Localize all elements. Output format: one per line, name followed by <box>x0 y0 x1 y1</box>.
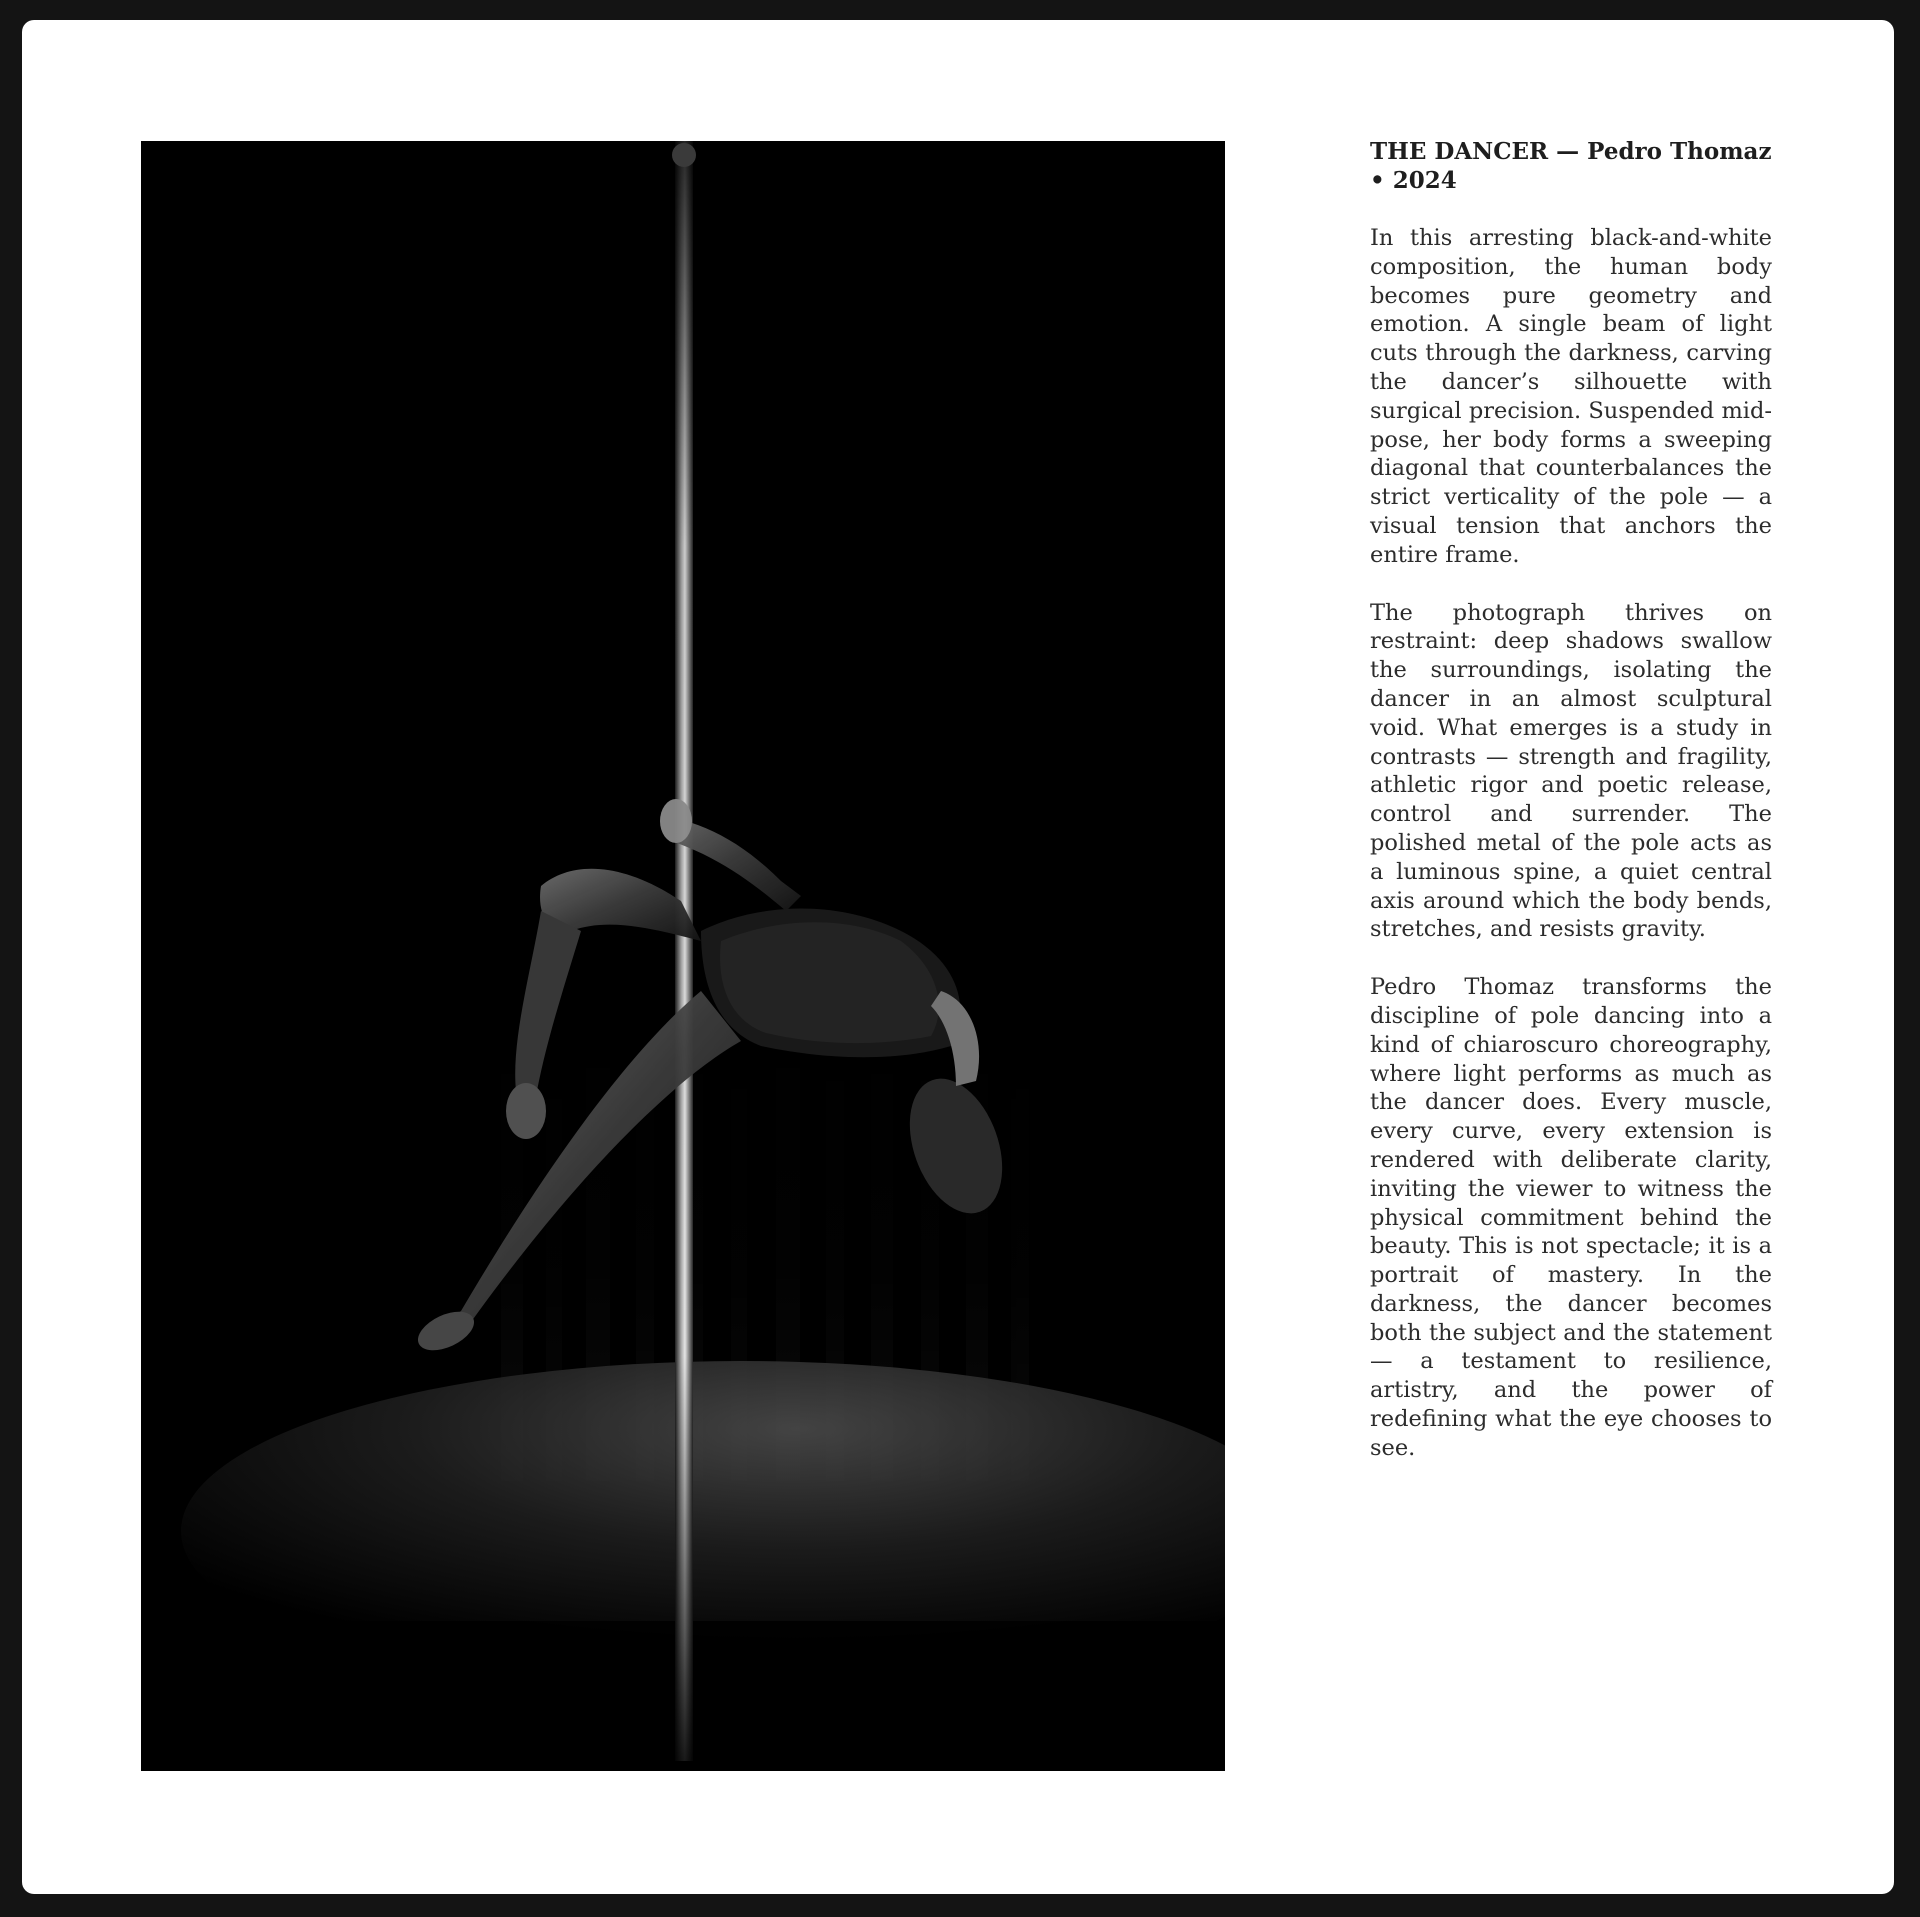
artwork-description-panel <box>1370 137 1772 1492</box>
description-paragraph-3: Pedro Thomaz transforms the discipline of pole dancing into a kind of chiaroscuro choreography, where light performs as much as the dancer does. Every muscle, every curve, every extension is rendered with deliberate clarity, inviting the viewer to witness the physical commitment behind the beauty. This is not spectacle; it is a portrait of mastery. In the darkness, the dancer becomes both the subject and the statement — a testament to resilience, artistry, and the power of redefining what the eye chooses to see. <box>1370 974 1772 1461</box>
description-paragraph-1: In this arresting black-and-white composition, the human body becomes pure geometry and emotion. A single beam of light cuts through the darkness, carving the dancer’s silhouette with surgical precision. Suspended mid-pose, her body forms a sweeping diagonal that counterbalances the strict verticality of the pole — a visual tension that anchors the entire frame. <box>1370 225 1772 568</box>
description-paragraph-2: The photograph thrives on restraint: deep shadows swallow the surroundings, isolating the dancer in an almost sculptural void. What emerges is a study in contrasts — strength and fragility, athletic rigor and poetic release, control and surrender. The polished metal of the pole acts as a luminous spine, a quiet central axis around which the body bends, stretches, and resists gravity. <box>1370 599 1772 943</box>
artwork-title: THE DANCER — Pedro Thomaz • 2024 <box>1370 138 1772 194</box>
artwork-photo <box>141 141 1225 1771</box>
artwork-card <box>22 20 1894 1894</box>
dancer-photograph-image <box>141 141 1225 1771</box>
